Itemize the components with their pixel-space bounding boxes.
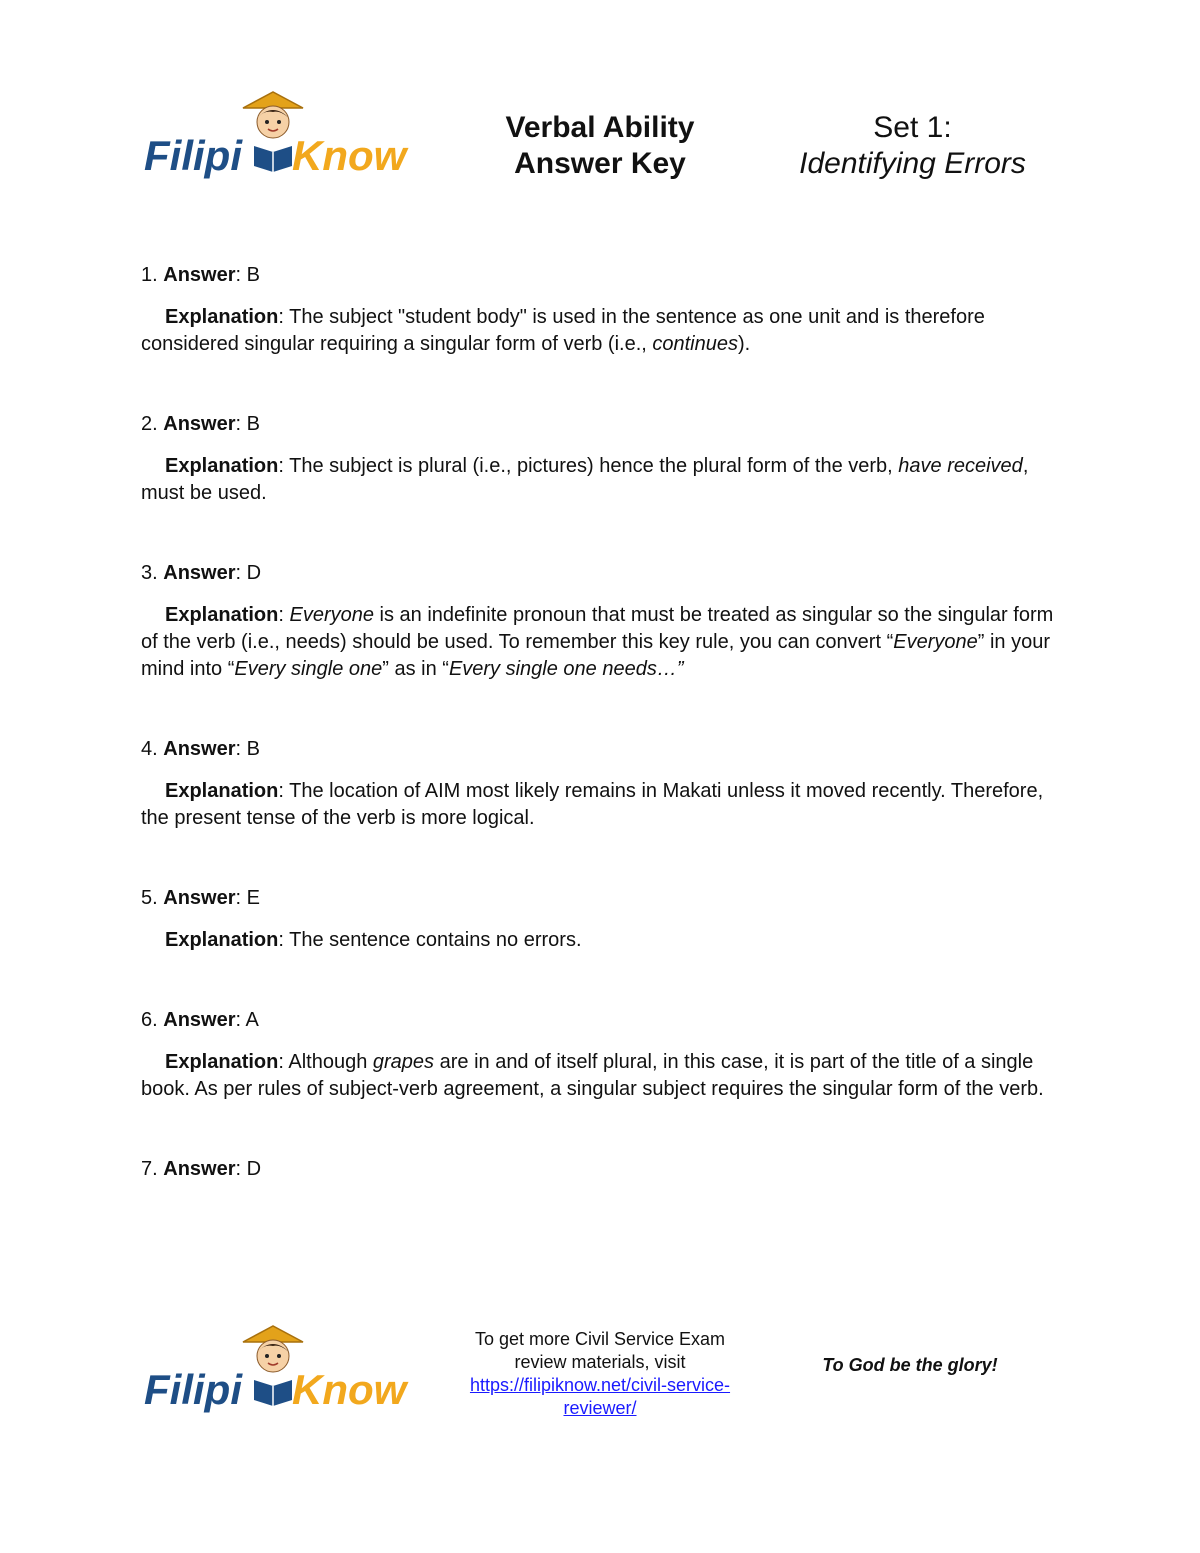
explanation-text: ). — [737, 333, 751, 355]
answer-label: Answer — [163, 1158, 236, 1180]
answer-item — [141, 1007, 1061, 1103]
answer-line — [141, 1156, 1061, 1183]
answer-label: Answer — [163, 264, 236, 286]
item-number: 7. — [141, 1158, 158, 1180]
explanation-label: Explanation — [165, 1051, 279, 1073]
answer-value: : B — [235, 264, 260, 286]
set-topic: Identifying Errors — [799, 147, 1026, 180]
explanation-text: ” in your mind into “ — [141, 631, 1050, 680]
item-number: 4. — [141, 738, 158, 760]
explanation-emphasis: Everyone — [893, 631, 978, 653]
explanation-text: is an indefinite pronoun that must be treated as singular so the singular form of the verb (i.e., needs) should be used. To remember this key rule, you can convert “ — [141, 604, 1054, 653]
item-number: 2. — [141, 413, 158, 435]
explanation-emphasis: have received — [898, 455, 1023, 477]
answer-label: Answer — [163, 738, 236, 760]
explanation — [141, 927, 1061, 954]
answer-item — [141, 560, 1061, 683]
explanation — [141, 778, 1061, 832]
reviewer-link-line-2[interactable]: reviewer/ — [563, 1398, 637, 1418]
explanation — [141, 304, 1061, 358]
answer-value: : A — [235, 1009, 259, 1031]
logo-text-filipi: Filipi — [144, 132, 242, 179]
answer-line — [141, 736, 1061, 763]
answer-label: Answer — [163, 413, 236, 435]
explanation-label: Explanation — [165, 306, 279, 328]
answer-line — [141, 560, 1061, 587]
footer-promo-line-1: To get more Civil Service Exam — [474, 1329, 726, 1349]
item-number: 1. — [141, 264, 158, 286]
explanation-emphasis: continues — [652, 333, 738, 355]
answer-line — [141, 1007, 1061, 1034]
explanation-emphasis: Every single one — [234, 658, 383, 680]
explanation-emphasis: grapes — [372, 1051, 435, 1073]
explanation-text: : The location of AIM most likely remains in Makati unless it moved recently. Therefore, the present tense of the verb is more logical. — [141, 780, 1044, 829]
explanation-label: Explanation — [165, 455, 279, 477]
answer-list — [141, 262, 1061, 1183]
logo-text-know: Know — [292, 132, 407, 179]
answer-item — [141, 1156, 1061, 1183]
explanation-text: , must be used. — [141, 455, 1029, 504]
answer-item — [141, 411, 1061, 507]
explanation-text: are in and of itself plural, in this case, it is part of the title of a single book. As per rules of subject-verb agreement, a singular subject requires the singular form of the verb. — [141, 1051, 1044, 1100]
footer-tagline: To God be the glory! — [822, 1355, 998, 1375]
reviewer-link-line-1[interactable]: https://filipiknow.net/civil-service- — [469, 1375, 731, 1395]
title-line-2: Answer Key — [514, 147, 686, 180]
explanation-emphasis: Every single one needs…” — [448, 658, 684, 680]
explanation-emphasis: Everyone — [289, 604, 374, 626]
explanation-label: Explanation — [165, 780, 279, 802]
answer-line — [141, 885, 1061, 912]
explanation-label: Explanation — [165, 604, 279, 626]
answer-item — [141, 885, 1061, 954]
explanation-text: : The sentence contains no errors. — [278, 929, 582, 951]
footer-promo-line-2: review materials, visit — [514, 1352, 686, 1372]
reviewer-link[interactable] — [470, 1375, 730, 1418]
answer-value: : B — [235, 413, 260, 435]
explanation — [141, 602, 1061, 683]
explanation-text: : — [278, 604, 290, 626]
explanation — [141, 453, 1061, 507]
answer-value: : D — [235, 1158, 262, 1180]
answer-item — [141, 262, 1061, 358]
answer-line — [141, 411, 1061, 438]
item-number: 6. — [141, 1009, 158, 1031]
filipiknow-logo — [140, 88, 415, 198]
set-heading — [770, 110, 1055, 182]
explanation-text: ” as in “ — [382, 658, 449, 680]
filipiknow-logo-graphic — [140, 88, 415, 198]
answer-label: Answer — [163, 1009, 236, 1031]
explanation-text: : Although — [278, 1051, 373, 1073]
answer-label: Answer — [163, 562, 236, 584]
answer-value: : E — [235, 887, 260, 909]
answer-value: : D — [235, 562, 262, 584]
footer-promo — [440, 1328, 760, 1420]
answer-item — [141, 736, 1061, 832]
set-label: Set 1: — [873, 111, 952, 144]
answer-value: : B — [235, 738, 260, 760]
footer-logo-text-know: Know — [292, 1366, 407, 1413]
footer-filipiknow-logo — [140, 1322, 415, 1432]
answer-line — [141, 262, 1061, 289]
explanation-text: : The subject "student body" is used in the sentence as one unit and is therefore considered singular requiring a singular form of verb (i.e., — [141, 306, 985, 355]
title-line-1: Verbal Ability — [505, 111, 695, 144]
answer-label: Answer — [163, 887, 236, 909]
item-number: 3. — [141, 562, 158, 584]
item-number: 5. — [141, 887, 158, 909]
footer-logo-graphic — [140, 1322, 415, 1432]
explanation — [141, 1049, 1061, 1103]
footer-logo-text-filipi: Filipi — [144, 1366, 242, 1413]
document-title — [440, 110, 760, 182]
explanation-label: Explanation — [165, 929, 279, 951]
explanation-text: : The subject is plural (i.e., pictures) hence the plural form of the verb, — [278, 455, 899, 477]
